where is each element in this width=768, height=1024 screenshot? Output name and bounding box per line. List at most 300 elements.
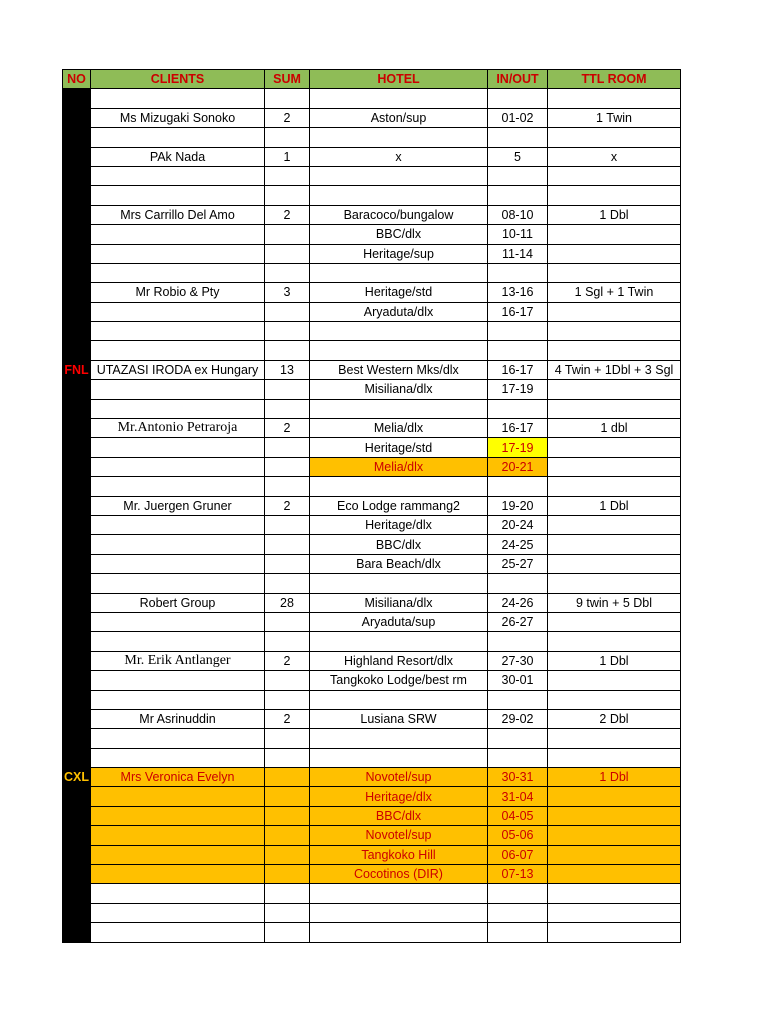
cell-hotel[interactable]: Aston/sup — [310, 108, 488, 127]
cell-sum[interactable] — [265, 554, 310, 573]
cell-sum[interactable] — [265, 923, 310, 942]
cell-hotel[interactable]: Highland Resort/dlx — [310, 651, 488, 670]
cell-no[interactable] — [63, 845, 91, 864]
cell-inout[interactable]: 17-19 — [488, 438, 548, 457]
cell-ttl-room[interactable] — [548, 244, 681, 263]
table-row — [63, 263, 681, 282]
cell-inout[interactable]: 08-10 — [488, 205, 548, 224]
table-row — [63, 554, 681, 573]
cell-no[interactable] — [63, 205, 91, 224]
cell-client[interactable]: PAk Nada — [91, 147, 265, 166]
cell-inout[interactable] — [488, 341, 548, 360]
cell-hotel[interactable]: Novotel/sup — [310, 826, 488, 845]
cell-sum[interactable] — [265, 302, 310, 321]
cell-client[interactable]: Ms Mizugaki Sonoko — [91, 108, 265, 127]
cell-client[interactable] — [91, 903, 265, 922]
cell-no[interactable] — [63, 632, 91, 651]
cell-ttl-room[interactable] — [548, 574, 681, 593]
cell-sum[interactable] — [265, 826, 310, 845]
cell-hotel[interactable] — [310, 477, 488, 496]
cell-client[interactable] — [91, 884, 265, 903]
cell-inout[interactable] — [488, 690, 548, 709]
cell-no[interactable] — [63, 554, 91, 573]
cell-sum[interactable] — [265, 884, 310, 903]
cell-hotel[interactable]: Heritage/std — [310, 283, 488, 302]
table-row — [63, 865, 681, 884]
cell-hotel[interactable] — [310, 748, 488, 767]
cell-no[interactable] — [63, 380, 91, 399]
cell-hotel[interactable]: Lusiana SRW — [310, 709, 488, 728]
cell-inout[interactable] — [488, 632, 548, 651]
cell-ttl-room[interactable] — [548, 399, 681, 418]
table-row — [63, 380, 681, 399]
cell-hotel[interactable] — [310, 128, 488, 147]
cell-no[interactable] — [63, 748, 91, 767]
cell-inout[interactable]: 5 — [488, 147, 548, 166]
table-row — [63, 341, 681, 360]
cell-no[interactable] — [63, 399, 91, 418]
cell-inout[interactable]: 06-07 — [488, 845, 548, 864]
cell-sum[interactable] — [265, 438, 310, 457]
cell-inout[interactable]: 10-11 — [488, 225, 548, 244]
cell-sum[interactable] — [265, 748, 310, 767]
cell-inout[interactable]: 13-16 — [488, 283, 548, 302]
cell-no[interactable] — [63, 826, 91, 845]
cell-ttl-room[interactable] — [548, 826, 681, 845]
cell-sum[interactable] — [265, 729, 310, 748]
cell-sum[interactable] — [265, 903, 310, 922]
cell-sum[interactable]: 13 — [265, 360, 310, 379]
cell-no[interactable] — [63, 225, 91, 244]
cell-hotel[interactable] — [310, 322, 488, 341]
table-row — [63, 147, 681, 166]
cell-client[interactable] — [91, 923, 265, 942]
cell-client[interactable] — [91, 748, 265, 767]
table-row — [63, 923, 681, 942]
cell-client[interactable] — [91, 806, 265, 825]
cell-client[interactable] — [91, 612, 265, 631]
cell-sum[interactable] — [265, 380, 310, 399]
cell-hotel[interactable] — [310, 729, 488, 748]
cell-ttl-room[interactable] — [548, 690, 681, 709]
cell-client[interactable] — [91, 690, 265, 709]
cell-ttl-room[interactable]: 2 Dbl — [548, 709, 681, 728]
cell-no[interactable] — [63, 574, 91, 593]
cell-client[interactable] — [91, 515, 265, 534]
cell-hotel[interactable]: Baracoco/bungalow — [310, 205, 488, 224]
table-row — [63, 225, 681, 244]
cell-sum[interactable] — [265, 244, 310, 263]
cell-hotel[interactable]: Heritage/dlx — [310, 515, 488, 534]
cell-sum[interactable] — [265, 186, 310, 205]
cell-client[interactable] — [91, 341, 265, 360]
cell-hotel[interactable]: Aryaduta/dlx — [310, 302, 488, 321]
cell-no[interactable] — [63, 903, 91, 922]
cell-sum[interactable] — [265, 768, 310, 787]
cell-no[interactable] — [63, 89, 91, 108]
table-row — [63, 457, 681, 476]
table-row — [63, 671, 681, 690]
cell-ttl-room[interactable] — [548, 341, 681, 360]
table-row — [63, 322, 681, 341]
header-hotel: HOTEL — [310, 70, 488, 89]
cell-sum[interactable] — [265, 845, 310, 864]
cell-inout[interactable] — [488, 399, 548, 418]
cell-client[interactable] — [91, 225, 265, 244]
table-row — [63, 845, 681, 864]
cell-inout[interactable] — [488, 186, 548, 205]
cell-hotel[interactable]: BBC/dlx — [310, 225, 488, 244]
cell-hotel[interactable] — [310, 903, 488, 922]
cell-no[interactable] — [63, 612, 91, 631]
cell-sum[interactable] — [265, 806, 310, 825]
cell-ttl-room[interactable] — [548, 457, 681, 476]
cell-sum[interactable] — [265, 535, 310, 554]
cell-ttl-room[interactable] — [548, 535, 681, 554]
cell-sum[interactable] — [265, 865, 310, 884]
cell-ttl-room[interactable] — [548, 671, 681, 690]
cell-ttl-room[interactable] — [548, 845, 681, 864]
cell-client[interactable] — [91, 729, 265, 748]
cell-no[interactable] — [63, 166, 91, 185]
header-ttl-room: TTL ROOM — [548, 70, 681, 89]
table-body — [63, 89, 681, 942]
cell-no[interactable] — [63, 593, 91, 612]
cell-sum[interactable]: 3 — [265, 283, 310, 302]
cell-no[interactable] — [63, 923, 91, 942]
cell-sum[interactable] — [265, 341, 310, 360]
cell-ttl-room[interactable]: 1 Dbl — [548, 205, 681, 224]
cell-hotel[interactable]: Melia/dlx — [310, 457, 488, 476]
cell-hotel[interactable] — [310, 690, 488, 709]
cell-client[interactable] — [91, 322, 265, 341]
cell-sum[interactable] — [265, 477, 310, 496]
cell-no[interactable] — [63, 884, 91, 903]
cell-no[interactable] — [63, 108, 91, 127]
table-row — [63, 826, 681, 845]
cell-inout[interactable]: 27-30 — [488, 651, 548, 670]
cell-no[interactable] — [63, 128, 91, 147]
cell-inout[interactable] — [488, 89, 548, 108]
cell-hotel[interactable]: Heritage/sup — [310, 244, 488, 263]
table-row — [63, 438, 681, 457]
cell-hotel[interactable]: Heritage/dlx — [310, 787, 488, 806]
cell-inout[interactable] — [488, 574, 548, 593]
cell-client[interactable] — [91, 128, 265, 147]
table-row — [63, 89, 681, 108]
table-row — [63, 360, 681, 379]
cell-inout[interactable] — [488, 748, 548, 767]
cell-client[interactable] — [91, 845, 265, 864]
table-row — [63, 419, 681, 438]
cell-no[interactable] — [63, 515, 91, 534]
cell-client[interactable] — [91, 787, 265, 806]
cell-client[interactable] — [91, 186, 265, 205]
cell-ttl-room[interactable] — [548, 884, 681, 903]
cell-hotel[interactable]: BBC/dlx — [310, 535, 488, 554]
cell-no[interactable] — [63, 186, 91, 205]
cell-hotel[interactable]: Eco Lodge rammang2 — [310, 496, 488, 515]
cell-inout[interactable]: 17-19 — [488, 380, 548, 399]
cell-hotel[interactable] — [310, 574, 488, 593]
cell-no[interactable] — [63, 263, 91, 282]
cell-sum[interactable] — [265, 322, 310, 341]
cell-ttl-room[interactable] — [548, 263, 681, 282]
cell-ttl-room[interactable] — [548, 554, 681, 573]
cell-no[interactable] — [63, 787, 91, 806]
cell-ttl-room[interactable] — [548, 612, 681, 631]
cell-no[interactable] — [63, 865, 91, 884]
cell-no[interactable] — [63, 419, 91, 438]
cell-inout[interactable]: 04-05 — [488, 806, 548, 825]
cell-hotel[interactable]: BBC/dlx — [310, 806, 488, 825]
header-sum: SUM — [265, 70, 310, 89]
cell-no[interactable]: CXL — [63, 768, 91, 787]
cell-ttl-room[interactable]: 1 Dbl — [548, 768, 681, 787]
cell-ttl-room[interactable] — [548, 515, 681, 534]
cell-inout[interactable]: 01-02 — [488, 108, 548, 127]
table-row — [63, 593, 681, 612]
cell-ttl-room[interactable]: 9 twin + 5 Dbl — [548, 593, 681, 612]
cell-sum[interactable] — [265, 225, 310, 244]
cell-client[interactable] — [91, 671, 265, 690]
cell-ttl-room[interactable]: 4 Twin + 1Dbl + 3 Sgl — [548, 360, 681, 379]
cell-ttl-room[interactable] — [548, 923, 681, 942]
cell-inout[interactable] — [488, 884, 548, 903]
cell-hotel[interactable]: Cocotinos (DIR) — [310, 865, 488, 884]
cell-ttl-room[interactable]: 1 dbl — [548, 419, 681, 438]
cell-inout[interactable]: 05-06 — [488, 826, 548, 845]
cell-sum[interactable] — [265, 632, 310, 651]
table-row — [63, 632, 681, 651]
cell-no[interactable] — [63, 690, 91, 709]
cell-client[interactable]: Mr.Antonio Petraroja — [91, 419, 265, 438]
cell-ttl-room[interactable] — [548, 186, 681, 205]
cell-sum[interactable] — [265, 690, 310, 709]
cell-sum[interactable] — [265, 612, 310, 631]
cell-client[interactable] — [91, 302, 265, 321]
cell-hotel[interactable]: Bara Beach/dlx — [310, 554, 488, 573]
cell-client[interactable] — [91, 438, 265, 457]
cell-client[interactable] — [91, 89, 265, 108]
cell-ttl-room[interactable] — [548, 302, 681, 321]
cell-client[interactable] — [91, 554, 265, 573]
cell-no[interactable]: FNL — [63, 360, 91, 379]
cell-inout[interactable]: 30-01 — [488, 671, 548, 690]
cell-client[interactable] — [91, 244, 265, 263]
table-row — [63, 302, 681, 321]
cell-ttl-room[interactable] — [548, 903, 681, 922]
cell-no[interactable] — [63, 341, 91, 360]
cell-inout[interactable]: 16-17 — [488, 302, 548, 321]
cell-no[interactable] — [63, 709, 91, 728]
cell-client[interactable] — [91, 632, 265, 651]
cell-hotel[interactable]: Misiliana/dlx — [310, 593, 488, 612]
cell-client[interactable]: Mr. Erik Antlanger — [91, 651, 265, 670]
cell-ttl-room[interactable] — [548, 729, 681, 748]
cell-sum[interactable] — [265, 787, 310, 806]
cell-sum[interactable]: 2 — [265, 496, 310, 515]
cell-ttl-room[interactable]: 1 Dbl — [548, 496, 681, 515]
cell-sum[interactable]: 2 — [265, 205, 310, 224]
cell-inout[interactable]: 16-17 — [488, 419, 548, 438]
cell-inout[interactable]: 25-27 — [488, 554, 548, 573]
cell-client[interactable]: Mr Asrinuddin — [91, 709, 265, 728]
cell-client[interactable]: UTAZASI IRODA ex Hungary — [91, 360, 265, 379]
cell-no[interactable] — [63, 244, 91, 263]
cell-sum[interactable] — [265, 166, 310, 185]
cell-ttl-room[interactable] — [548, 787, 681, 806]
cell-inout[interactable] — [488, 729, 548, 748]
cell-no[interactable] — [63, 496, 91, 515]
cell-inout[interactable]: 19-20 — [488, 496, 548, 515]
table-row — [63, 768, 681, 787]
cell-client[interactable] — [91, 380, 265, 399]
cell-client[interactable] — [91, 263, 265, 282]
cell-hotel[interactable]: Tangkoko Lodge/best rm — [310, 671, 488, 690]
cell-hotel[interactable]: Melia/dlx — [310, 419, 488, 438]
cell-ttl-room[interactable] — [548, 438, 681, 457]
cell-client[interactable]: Robert Group — [91, 593, 265, 612]
cell-sum[interactable] — [265, 457, 310, 476]
cell-inout[interactable]: 07-13 — [488, 865, 548, 884]
cell-ttl-room[interactable]: 1 Sgl + 1 Twin — [548, 283, 681, 302]
cell-hotel[interactable] — [310, 263, 488, 282]
cell-inout[interactable] — [488, 166, 548, 185]
cell-no[interactable] — [63, 651, 91, 670]
cell-inout[interactable]: 11-14 — [488, 244, 548, 263]
table-row — [63, 535, 681, 554]
cell-sum[interactable]: 2 — [265, 651, 310, 670]
table-row — [63, 903, 681, 922]
cell-hotel[interactable]: Novotel/sup — [310, 768, 488, 787]
cell-client[interactable] — [91, 574, 265, 593]
table-row — [63, 205, 681, 224]
cell-hotel[interactable] — [310, 399, 488, 418]
cell-inout[interactable] — [488, 923, 548, 942]
cell-sum[interactable]: 2 — [265, 108, 310, 127]
cell-inout[interactable]: 30-31 — [488, 768, 548, 787]
table-row — [63, 884, 681, 903]
table-row — [63, 787, 681, 806]
cell-sum[interactable]: 2 — [265, 419, 310, 438]
cell-hotel[interactable]: Heritage/std — [310, 438, 488, 457]
cell-hotel[interactable] — [310, 923, 488, 942]
cell-sum[interactable] — [265, 671, 310, 690]
cell-inout[interactable]: 24-26 — [488, 593, 548, 612]
cell-hotel[interactable] — [310, 166, 488, 185]
cell-no[interactable] — [63, 806, 91, 825]
cell-no[interactable] — [63, 438, 91, 457]
cell-no[interactable] — [63, 302, 91, 321]
cell-hotel[interactable] — [310, 632, 488, 651]
cell-hotel[interactable]: Misiliana/dlx — [310, 380, 488, 399]
table-row — [63, 612, 681, 631]
cell-no[interactable] — [63, 535, 91, 554]
cell-ttl-room[interactable] — [548, 322, 681, 341]
cell-hotel[interactable] — [310, 341, 488, 360]
cell-hotel[interactable] — [310, 89, 488, 108]
cell-no[interactable] — [63, 671, 91, 690]
cell-sum[interactable]: 2 — [265, 709, 310, 728]
cell-client[interactable] — [91, 477, 265, 496]
cell-ttl-room[interactable] — [548, 166, 681, 185]
cell-inout[interactable] — [488, 903, 548, 922]
cell-sum[interactable] — [265, 399, 310, 418]
cell-hotel[interactable]: Best Western Mks/dlx — [310, 360, 488, 379]
cell-ttl-room[interactable] — [548, 225, 681, 244]
cell-inout[interactable]: 31-04 — [488, 787, 548, 806]
cell-no[interactable] — [63, 477, 91, 496]
cell-no[interactable] — [63, 729, 91, 748]
cell-ttl-room[interactable] — [548, 128, 681, 147]
cell-hotel[interactable]: x — [310, 147, 488, 166]
cell-ttl-room[interactable] — [548, 865, 681, 884]
cell-ttl-room[interactable] — [548, 380, 681, 399]
cell-sum[interactable]: 28 — [265, 593, 310, 612]
cell-ttl-room[interactable] — [548, 806, 681, 825]
cell-sum[interactable] — [265, 515, 310, 534]
cell-hotel[interactable]: Aryaduta/sup — [310, 612, 488, 631]
cell-client[interactable] — [91, 457, 265, 476]
cell-client[interactable] — [91, 399, 265, 418]
cell-no[interactable] — [63, 147, 91, 166]
table-row — [63, 729, 681, 748]
cell-ttl-room[interactable] — [548, 632, 681, 651]
cell-sum[interactable] — [265, 128, 310, 147]
cell-ttl-room[interactable]: 1 Twin — [548, 108, 681, 127]
cell-ttl-room[interactable]: 1 Dbl — [548, 651, 681, 670]
cell-ttl-room[interactable]: x — [548, 147, 681, 166]
cell-hotel[interactable] — [310, 884, 488, 903]
cell-no[interactable] — [63, 322, 91, 341]
cell-client[interactable]: Mr Robio & Pty — [91, 283, 265, 302]
cell-sum[interactable] — [265, 263, 310, 282]
cell-inout[interactable]: 24-25 — [488, 535, 548, 554]
table-row — [63, 399, 681, 418]
cell-inout[interactable]: 16-17 — [488, 360, 548, 379]
cell-hotel[interactable]: Tangkoko Hill — [310, 845, 488, 864]
cell-inout[interactable]: 29-02 — [488, 709, 548, 728]
table-row — [63, 574, 681, 593]
table-row — [63, 515, 681, 534]
cell-inout[interactable]: 20-24 — [488, 515, 548, 534]
cell-ttl-room[interactable] — [548, 748, 681, 767]
table-row — [63, 651, 681, 670]
cell-inout[interactable] — [488, 477, 548, 496]
cell-hotel[interactable] — [310, 186, 488, 205]
cell-sum[interactable] — [265, 574, 310, 593]
cell-inout[interactable]: 26-27 — [488, 612, 548, 631]
cell-inout[interactable] — [488, 263, 548, 282]
cell-ttl-room[interactable] — [548, 477, 681, 496]
cell-client[interactable] — [91, 166, 265, 185]
cell-no[interactable] — [63, 457, 91, 476]
cell-client[interactable] — [91, 535, 265, 554]
cell-ttl-room[interactable] — [548, 89, 681, 108]
cell-sum[interactable] — [265, 89, 310, 108]
cell-inout[interactable]: 20-21 — [488, 457, 548, 476]
cell-sum[interactable]: 1 — [265, 147, 310, 166]
cell-client[interactable]: Mr. Juergen Gruner — [91, 496, 265, 515]
cell-client[interactable] — [91, 865, 265, 884]
cell-client[interactable] — [91, 826, 265, 845]
cell-inout[interactable] — [488, 322, 548, 341]
cell-client[interactable]: Mrs Carrillo Del Amo — [91, 205, 265, 224]
cell-inout[interactable] — [488, 128, 548, 147]
cell-no[interactable] — [63, 283, 91, 302]
cell-client[interactable]: Mrs Veronica Evelyn — [91, 768, 265, 787]
